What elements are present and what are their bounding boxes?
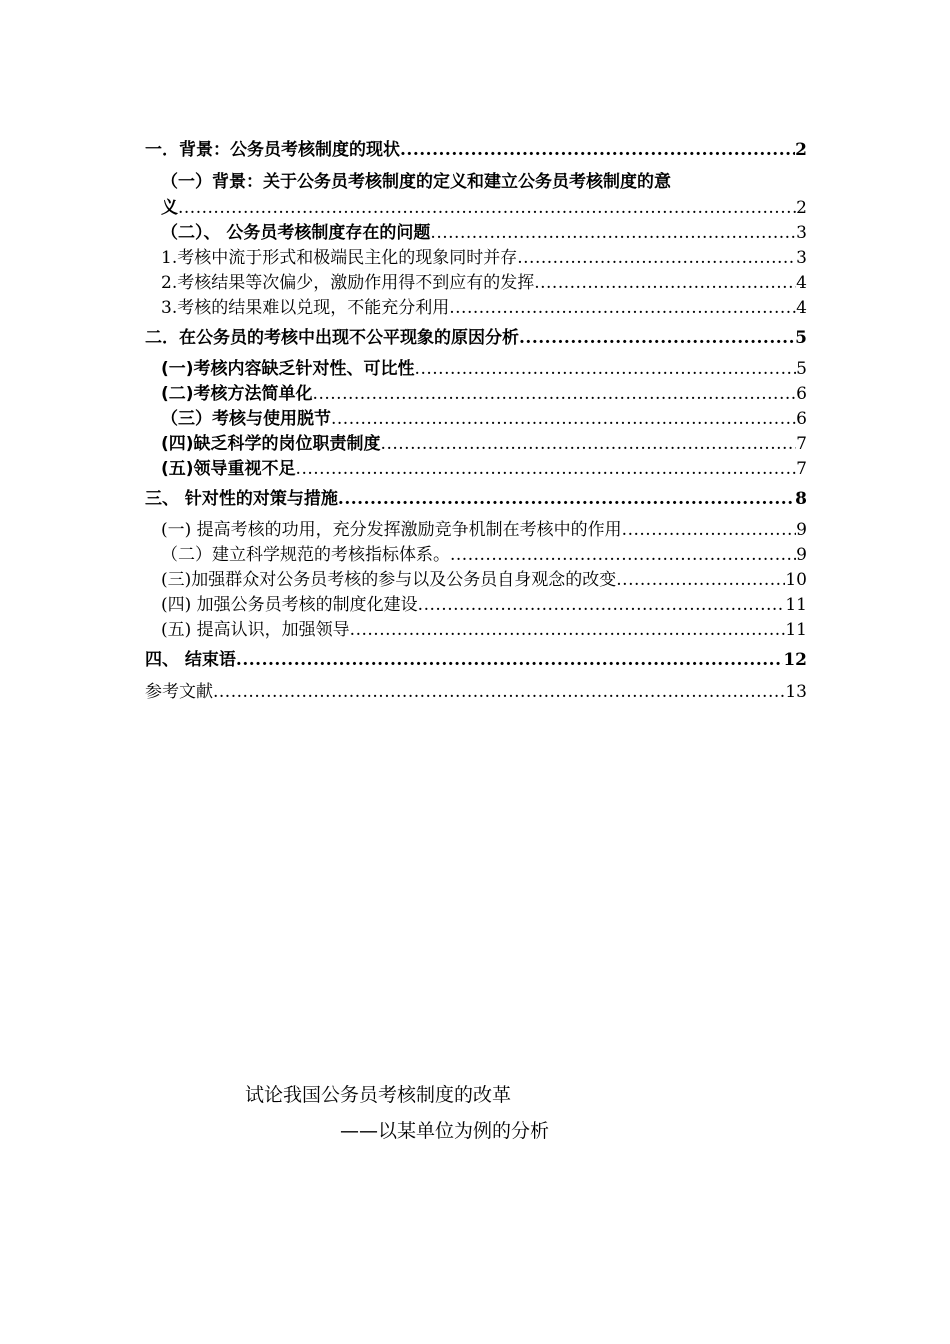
toc-leader-dots xyxy=(519,325,795,351)
toc-entry-page: 3 xyxy=(796,223,807,243)
toc-entry-title: （三）考核与使用脱节 xyxy=(161,409,331,429)
toc-leader-dots xyxy=(331,407,796,432)
toc-entry-section-1-2[interactable] xyxy=(145,221,807,246)
toc-entry-section-2-4[interactable] xyxy=(145,432,807,457)
toc-entry-page: 11 xyxy=(785,620,807,640)
toc-entry-section-2-2[interactable] xyxy=(145,382,807,407)
toc-entry-title: 参考文献 xyxy=(145,682,213,702)
table-of-contents xyxy=(145,133,807,705)
toc-leader-dots xyxy=(534,271,796,296)
toc-entry-title: (五)领导重视不足 xyxy=(161,459,296,479)
toc-entry-page: 6 xyxy=(796,409,807,429)
toc-entry-title: （二）建立科学规范的考核指标体系。 xyxy=(161,545,450,565)
toc-entry-page: 10 xyxy=(785,570,807,590)
toc-entry-title-line1: （一）背景：关于公务员考核制度的定义和建立公务员考核制度的意 xyxy=(161,172,671,192)
toc-leader-dots xyxy=(517,246,796,271)
toc-leader-dots xyxy=(616,568,785,593)
toc-entry-page: 8 xyxy=(795,489,807,509)
toc-entry-title: (三)加强群众对公务员考核的参与以及公务员自身观念的改变 xyxy=(161,570,617,590)
toc-entry-title: 一．背景：公务员考核制度的现状 xyxy=(145,140,400,160)
toc-entry-page: 12 xyxy=(783,650,807,670)
toc-entry-title-line2: 义 xyxy=(161,198,178,218)
toc-entry-title: (一) 提高考核的功用，充分发挥激励竞争机制在考核中的作用 xyxy=(161,520,622,540)
toc-entry-section-3-4[interactable] xyxy=(145,593,807,618)
toc-entry-page: 2 xyxy=(796,198,807,218)
toc-entry-page: 9 xyxy=(796,545,807,565)
toc-entry-page: 3 xyxy=(796,248,807,268)
document-title: 试论我国公务员考核制度的改革 xyxy=(245,1084,512,1106)
toc-entry-title: 四、 结束语 xyxy=(145,650,236,670)
toc-entry-section-1-2-2[interactable] xyxy=(145,271,807,296)
toc-entry-section-3-3[interactable] xyxy=(145,568,807,593)
toc-leader-dots xyxy=(296,457,797,482)
toc-entry-page: 6 xyxy=(796,384,807,404)
toc-entry-page: 13 xyxy=(785,682,807,702)
toc-entry-page: 2 xyxy=(795,140,807,160)
toc-leader-dots xyxy=(313,382,797,407)
toc-entry-title: 3.考核的结果难以兑现，不能充分利用 xyxy=(161,298,450,318)
document-subtitle: ——以某单位为例的分析 xyxy=(340,1120,550,1142)
toc-entry-page: 5 xyxy=(796,359,807,379)
toc-entry-title: (四) 加强公务员考核的制度化建设 xyxy=(161,595,418,615)
toc-entry-section-1-2-1[interactable] xyxy=(145,246,807,271)
toc-entry-section-3-5[interactable] xyxy=(145,618,807,643)
toc-entry-title: (五) 提高认识，加强领导 xyxy=(161,620,350,640)
toc-entry-page: 11 xyxy=(785,595,807,615)
toc-entry-section-2-1[interactable] xyxy=(145,357,807,382)
toc-leader-dots xyxy=(236,647,783,673)
toc-entry-title: (四)缺乏科学的岗位职责制度 xyxy=(161,434,381,454)
toc-entry-section-2[interactable] xyxy=(145,325,807,351)
toc-entry-page: 5 xyxy=(795,328,807,348)
toc-entry-page: 7 xyxy=(796,434,807,454)
toc-entry-title: 2.考核结果等次偏少，激励作用得不到应有的发挥 xyxy=(161,273,535,293)
toc-entry-section-1-1[interactable] xyxy=(145,169,807,221)
toc-leader-dots xyxy=(381,432,797,457)
toc-entry-section-1[interactable] xyxy=(145,137,807,163)
toc-leader-dots xyxy=(450,543,796,568)
toc-leader-dots xyxy=(622,518,797,543)
toc-entry-page: 7 xyxy=(796,459,807,479)
toc-leader-dots xyxy=(178,195,796,221)
toc-leader-dots xyxy=(430,221,796,246)
toc-leader-dots xyxy=(415,357,797,382)
toc-entry-title: (一)考核内容缺乏针对性、可比性 xyxy=(161,359,415,379)
toc-entry-title: 二．在公务员的考核中出现不公平现象的原因分析 xyxy=(145,328,519,348)
toc-leader-dots xyxy=(400,137,795,163)
toc-entry-title: （二）、 公务员考核制度存在的问题 xyxy=(161,223,431,243)
toc-entry-title: (二)考核方法简单化 xyxy=(161,384,313,404)
toc-entry-section-2-3[interactable] xyxy=(145,407,807,432)
toc-entry-section-2-5[interactable] xyxy=(145,457,807,482)
toc-entry-page: 4 xyxy=(796,273,807,293)
toc-leader-dots xyxy=(449,296,796,321)
toc-leader-dots xyxy=(350,618,786,643)
toc-entry-section-4[interactable] xyxy=(145,647,807,673)
toc-entry-page: 4 xyxy=(796,298,807,318)
toc-leader-dots xyxy=(418,593,786,618)
toc-entry-section-1-2-3[interactable] xyxy=(145,296,807,321)
toc-entry-section-3[interactable] xyxy=(145,486,807,512)
toc-entry-page: 9 xyxy=(796,520,807,540)
toc-entry-title: 三、 针对性的对策与措施 xyxy=(145,489,338,509)
toc-leader-dots xyxy=(213,679,785,705)
toc-entry-section-3-1[interactable] xyxy=(145,518,807,543)
toc-entry-references[interactable] xyxy=(145,679,807,705)
toc-entry-section-3-2[interactable] xyxy=(145,543,807,568)
toc-entry-title: 1.考核中流于形式和极端民主化的现象同时并存 xyxy=(161,248,518,268)
toc-leader-dots xyxy=(338,486,795,512)
